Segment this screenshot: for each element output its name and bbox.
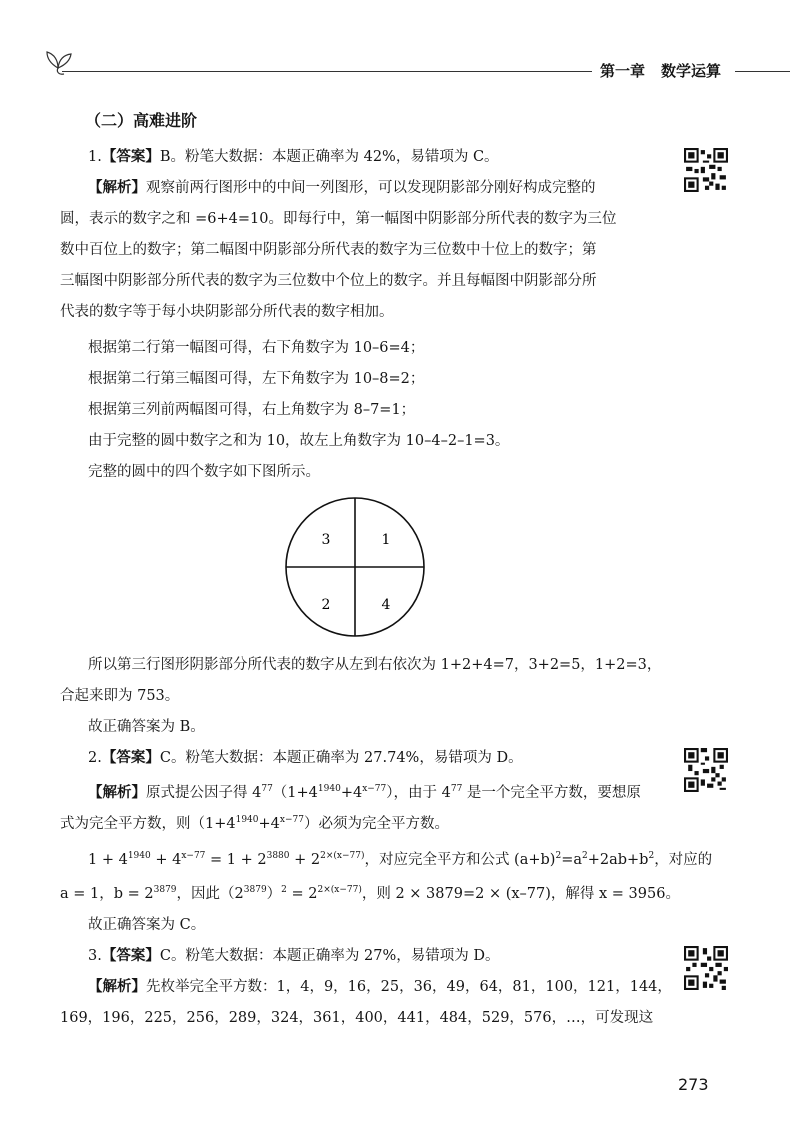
section-title: （二）高难进阶 <box>85 111 198 130</box>
qr-code-icon[interactable] <box>684 148 728 192</box>
q2-l1-text-f: 是一个完全平方数，要想原 <box>462 784 641 801</box>
q2-l3-text-h: +2ab+b <box>587 851 649 868</box>
q2-analysis-line <box>88 779 641 803</box>
q2-line-4 <box>60 880 680 904</box>
circle-bottom-right-value: 4 <box>381 597 391 613</box>
q2-l4-text-f: ，则 2 × 3879=2 × (x–77)，解得 x = 3956。 <box>361 885 680 902</box>
circle-top-right-value: 1 <box>381 532 391 548</box>
q1-line-4: 三幅图中阴影部分所代表的数字为三位数中个位上的数字。并且每幅图中阴影部分所 <box>60 273 597 289</box>
q2-line-3 <box>88 846 712 870</box>
q2-l3-exp-5: 2 <box>555 851 562 861</box>
q2-l4-exp-1: 3879 <box>153 885 177 895</box>
q1-answer-line <box>88 147 499 167</box>
q2-l1-text-c: +4 <box>340 784 363 801</box>
q2-l3-exp-6: 2 <box>581 851 588 861</box>
q3-answer-tag: 【答案】 <box>101 947 160 964</box>
q2-l3-exp-2: x−77 <box>181 851 206 861</box>
q1-answer-text: B。粉笔大数据：本题正确率为 42%，易错项为 C。 <box>159 149 499 165</box>
q2-analysis-tag: 【解析】 <box>88 783 146 801</box>
q2-l3-text-d: + 2 <box>289 851 321 868</box>
q2-answer-text: C。粉笔大数据：本题正确率为 27.74%，易错项为 D。 <box>159 750 523 766</box>
q2-l4-text-a: a = 1，b = 2 <box>60 885 154 902</box>
header-rule-right <box>735 71 790 72</box>
q1-number: 1. <box>88 149 102 165</box>
q3-analysis-text: 先枚举完全平方数：1，4，9，16，25，36，49，64，81，100，121，144， <box>146 979 672 995</box>
q2-l4-text-c: ） <box>266 885 282 902</box>
q1-line-2: 圆，表示的数字之和 =6+4=10。即每行中，第一幅图中阴影部分所代表的数字为三位 <box>60 211 617 227</box>
q2-l3-exp-4: 2×(x−77) <box>320 851 365 861</box>
q2-l3-text-g: =a <box>561 851 582 868</box>
q2-line-2 <box>60 810 449 834</box>
q2-l2-text-c: ）必须为完全平方数。 <box>303 815 449 832</box>
q2-l1-exp-2: 1940 <box>317 784 341 794</box>
q2-l4-text-b: ，因此（2 <box>176 885 244 902</box>
q3-line-2: 169，196，225，256，289，324，361，400，441，484，529，576，…，可发现这 <box>60 1010 654 1026</box>
q1-line-3: 数中百位上的数字；第二幅图中阴影部分所代表的数字为三位数中十位上的数字；第 <box>60 242 597 258</box>
q2-l3-text-f: ，对应完全平方和公式 (a+b) <box>364 851 556 868</box>
q1-step-3: 根据第三列前两幅图可得，右上角数字为 8–7=1； <box>88 402 416 418</box>
q2-answer-tag: 【答案】 <box>101 749 160 766</box>
header-rule <box>62 71 592 72</box>
q2-l2-exp-2: x−77 <box>279 815 304 825</box>
q2-l3-text-a: 1 + 4 <box>88 851 128 868</box>
q2-l1-exp-1: 77 <box>261 784 273 794</box>
q3-answer-text: C。粉笔大数据：本题正确率为 27%，易错项为 D。 <box>159 948 500 964</box>
q1-step-2: 根据第二行第三幅图可得，左下角数字为 10–8=2； <box>88 371 425 387</box>
q2-l4-text-d: = 2 <box>286 885 318 902</box>
q3-answer-line <box>88 946 500 966</box>
q1-analysis-tag: 【解析】 <box>88 179 146 196</box>
q2-l2-exp-1: 1940 <box>235 815 259 825</box>
qr-code-icon[interactable] <box>684 748 728 792</box>
q2-l2-text-b: +4 <box>258 815 280 832</box>
q1-answer-tag: 【答案】 <box>101 148 160 165</box>
q1-analysis-text: 观察前两行图形中的中间一列图形，可以发现阴影部分刚好构成完整的 <box>146 180 596 196</box>
q2-l3-text-b: + 4 <box>150 851 182 868</box>
q2-l1-text-a: 原式提公因子得 4 <box>146 784 262 801</box>
q2-l1-text-b: （1+4 <box>272 784 318 801</box>
q2-l3-text-i: ，对应的 <box>654 851 713 868</box>
q1-final-answer: 故正确答案为 B。 <box>88 719 205 735</box>
chapter-header <box>600 60 721 81</box>
q1-step-5: 完整的圆中的四个数字如下图所示。 <box>88 464 320 480</box>
q3-analysis-line <box>88 977 672 997</box>
q2-l4-exp-3: 2 <box>281 885 287 895</box>
q2-l3-exp-3: 3880 <box>266 851 290 861</box>
q2-l3-exp-1: 1940 <box>127 851 151 861</box>
page-number: 273 <box>678 1075 709 1094</box>
q1-line-5: 代表的数字等于每小块阴影部分所代表的数字相加。 <box>60 304 394 320</box>
circle-diagram <box>284 496 426 638</box>
q1-conclusion-2: 合起来即为 753。 <box>60 688 180 704</box>
q1-conclusion-1: 所以第三行图形阴影部分所代表的数字从左到右依次为 1+2+4=7，3+2=5，1+2=3， <box>88 657 662 673</box>
q2-answer-line <box>88 748 523 768</box>
chapter-number: 第一章 <box>600 62 646 80</box>
qr-code-icon[interactable] <box>684 946 728 990</box>
q2-number: 2. <box>88 750 102 766</box>
q2-l4-exp-2: 3879 <box>243 885 267 895</box>
q2-l3-text-c: = 1 + 2 <box>205 851 267 868</box>
q3-number: 3. <box>88 948 102 964</box>
q1-step-1: 根据第二行第一幅图可得，右下角数字为 10–6=4； <box>88 340 425 356</box>
q1-step-4: 由于完整的圆中数字之和为 10，故左上角数字为 10–4–2–1=3。 <box>88 433 510 449</box>
chapter-title: 数学运算 <box>661 62 722 80</box>
q2-l1-exp-3: x−77 <box>362 784 387 794</box>
q3-analysis-tag: 【解析】 <box>88 978 146 995</box>
q1-analysis-line <box>88 178 596 198</box>
circle-bottom-left-value: 2 <box>321 597 331 613</box>
q2-final-answer: 故正确答案为 C。 <box>88 917 206 933</box>
q2-l2-text-a: 式为完全平方数，则（1+4 <box>60 815 236 832</box>
q2-l1-text-d: ），由于 4 <box>386 784 451 801</box>
circle-top-left-value: 3 <box>321 532 331 548</box>
q2-l4-exp-4: 2×(x−77) <box>317 885 362 895</box>
q2-l1-exp-4: 77 <box>450 784 463 794</box>
q2-l3-exp-7: 2 <box>648 851 655 861</box>
